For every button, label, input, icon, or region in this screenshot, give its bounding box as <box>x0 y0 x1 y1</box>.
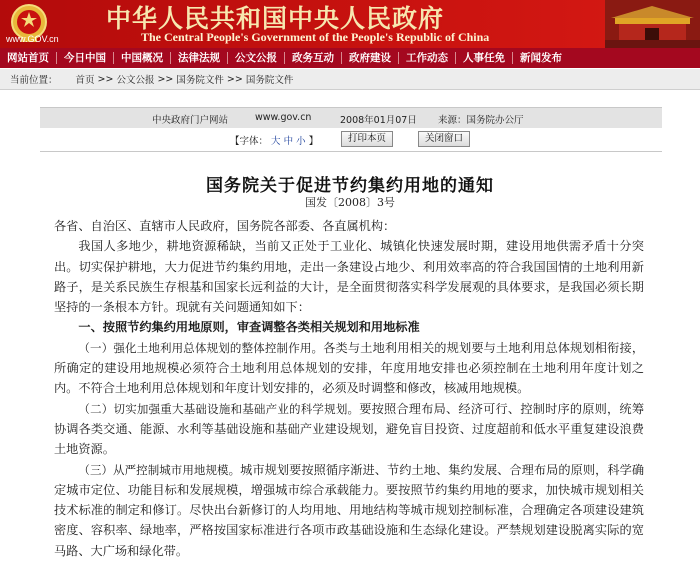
close-window-button[interactable]: 关闭窗口 <box>418 131 470 147</box>
font-large-link[interactable]: 大 <box>271 136 281 147</box>
breadcrumb-documents[interactable]: 公文公报 <box>116 75 155 86</box>
nav-item-china-overview[interactable]: 中国概况 <box>114 52 171 64</box>
site-url[interactable]: www.GOV.cn <box>6 34 59 44</box>
breadcrumb-separator: >> <box>97 73 114 85</box>
meta-source: 来源：国务院办公厅 <box>438 115 524 126</box>
main-nav <box>0 48 700 68</box>
nav-item-documents[interactable]: 公文公报 <box>228 52 285 64</box>
nav-item-press[interactable]: 新闻发布 <box>520 52 562 64</box>
tiananmen-image-icon <box>605 0 700 48</box>
paragraph-2-body: 要按照合理布局、经济可行、控制时序的原则，统筹协调各类交通、能源、水利等基础设施和基础产业建设规划，避免盲目投资、过度超前和低水平重复建设浪费土地资源。 <box>54 401 645 457</box>
font-size-selector <box>230 133 318 147</box>
breadcrumb-label: 当前位置： <box>10 75 58 86</box>
section-heading: 一、按照节约集约用地原则，审查调整各类相关规划和用地标准 <box>78 320 420 335</box>
nav-item-laws[interactable]: 法律法规 <box>171 52 228 64</box>
font-small-link[interactable]: 小 <box>296 136 306 147</box>
font-medium-link[interactable]: 中 <box>283 136 294 147</box>
paragraph-1-heading: （一）强化土地利用总体规划的整体控制作用。 <box>78 340 324 355</box>
nav-item-appointments[interactable]: 人事任免 <box>456 52 513 64</box>
article-title: 国务院关于促进节约集约用地的通知 <box>206 176 494 196</box>
nav-item-interaction[interactable]: 政务互动 <box>285 52 342 64</box>
paragraph-1 <box>54 338 644 399</box>
salutation: 各省、自治区、直辖市人民政府，国务院各部委、各直属机构： <box>54 219 396 233</box>
site-banner <box>0 0 700 48</box>
nav-item-work-updates[interactable]: 工作动态 <box>399 52 456 64</box>
nav-item-home[interactable]: 网站首页 <box>0 52 57 64</box>
meta-site: 中央政府门户网站 <box>152 115 229 126</box>
nav-item-today-china[interactable]: 今日中国 <box>57 52 114 64</box>
font-size-end: 】 <box>308 136 319 147</box>
site-subtitle: The Central People's Government of the People's Republic of China <box>141 30 490 44</box>
paragraph-3-heading: （三）从严控制城市用地规模。 <box>78 462 241 477</box>
nav-item-gov-building[interactable]: 政府建设 <box>342 52 399 64</box>
document-number: 国发〔2008〕3号 <box>305 196 395 209</box>
breadcrumb-state-council-files[interactable]: 国务院文件 <box>176 75 224 86</box>
paragraph-1-body: 各类与土地利用相关的规划要与土地利用总体规划相衔接，所确定的建设用地规模必须符合土地利用总体规划的安排，年度用地安排也必须控制在土地利用年度计划之内。不符合土地利用总体规划和年度计划安排的，必须及时调整和修改，核减用地规模。 <box>54 340 645 396</box>
breadcrumb-home[interactable]: 首页 <box>75 75 95 86</box>
article-body <box>54 216 644 561</box>
print-button[interactable]: 打印本页 <box>341 131 393 147</box>
site-title: 中华人民共和国中央人民政府 <box>106 4 445 33</box>
meta-date: 2008年01月07日 <box>340 115 417 126</box>
meta-url: www.gov.cn <box>255 112 312 123</box>
article-meta <box>40 107 662 128</box>
font-size-label: 【字体： <box>230 136 269 147</box>
breadcrumb <box>0 69 700 90</box>
paragraph-2 <box>54 399 644 460</box>
paragraph-2-heading: （二）切实加强重大基础设施和基础产业的科学规划。 <box>78 401 360 416</box>
paragraph-3 <box>54 460 644 561</box>
breadcrumb-separator: >> <box>226 73 243 85</box>
article-tools <box>40 129 662 152</box>
breadcrumb-separator: >> <box>157 73 174 85</box>
intro-paragraph: 我国人多地少，耕地资源稀缺，当前又正处于工业化、城镇化快速发展时期，建设用地供需矛盾十分突出。切实保护耕地，大力促进节约集约用地，走出一条建设占地少、利用效率高的符合我国国情的土地利用新路子，是关系民族生存根基和国家长远利益的大计，是全面贯彻落实科学发展观的具体要求，是我国必须长期坚持的一条根本方针。现就有关问题通知如下： <box>54 239 644 315</box>
breadcrumb-current[interactable]: 国务院文件 <box>245 75 294 86</box>
paragraph-3-body: 城市规划要按照循序渐进、节约土地、集约发展、合理布局的原则，科学确定城市定位、功能目标和发展规模，增强城市综合承载能力。要按照节约集约用地的要求，加快城市规划相关技术标准的制定和修订。尽快出台新修订的人均用地、用地结构等城市规划控制标准，合理确定各项建设建筑密度、容积率、绿地率，严格按国家标准进行各项市政基础设施和生态绿化建设。严禁规划建设脱离实际的宽马路、大广场和绿化带。 <box>54 462 645 558</box>
